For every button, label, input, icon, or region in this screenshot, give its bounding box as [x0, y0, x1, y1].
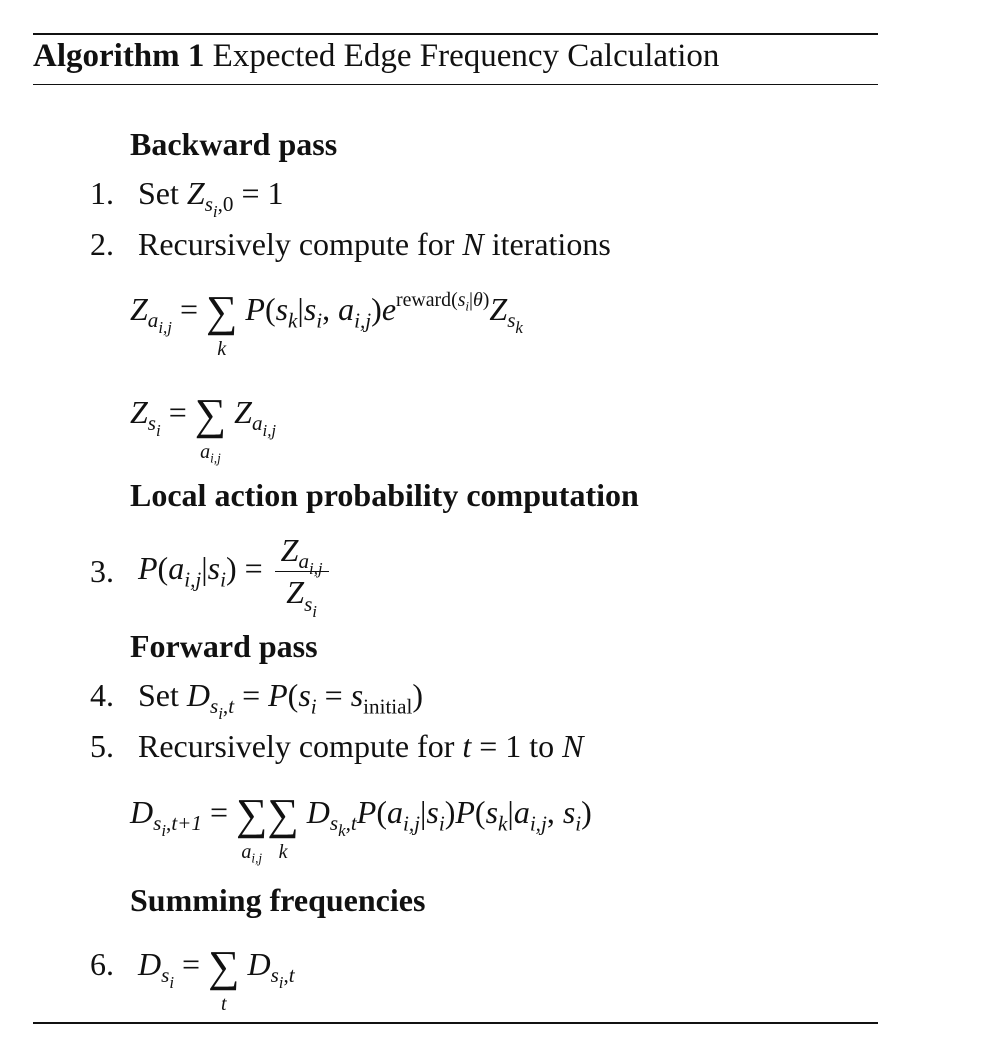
algorithm-title: [33, 38, 719, 75]
step-number: 4.: [90, 677, 114, 713]
step-number: 5.: [90, 728, 114, 764]
sum-symbol: ∑ $a_{i,j}$: [194, 390, 227, 466]
formula-t-range: t = 1: [462, 728, 522, 764]
formula-z-si-0: $Z_{s_i,0} = 1$: [186, 175, 284, 222]
section-local-action-probability: Local action probability computation: [130, 477, 639, 513]
iterations-variable: N: [462, 226, 484, 262]
step-number: 1.: [90, 175, 114, 211]
section-summing-frequencies: Summing frequencies: [130, 882, 426, 918]
range-end-variable: N: [562, 728, 584, 764]
step-suffix: iterations: [491, 226, 611, 262]
step-number: 6.: [90, 946, 114, 982]
step-number: 2.: [90, 226, 114, 262]
step-number: 3.: [90, 553, 114, 590]
equation-d-recursion: $D_{s_i,t+1}$ = ∑ $a_{i,j}$ ∑ k $D_{s_k,t}P(a_{i,j}|s_i)P(s_k|a_{i,j}$, $s_i$): [130, 790, 592, 866]
step-text: Recursively compute for: [138, 226, 455, 262]
equation-z-state: $Z_{s_i}$ = ∑ $a_{i,j}$ $Z_{a_{i,j}}$: [130, 390, 277, 466]
formula-action-probability: $P(a_{i,j}|s_i)$ = $\frac{Z_{a_{i,j}}}{Z_{s_i}}$: [138, 550, 333, 586]
bottom-rule: [33, 1022, 878, 1024]
step-mid: to: [529, 728, 555, 764]
formula-d-initial: $D_{s_i,t} = P(s_i = s_{initial})$: [186, 677, 424, 724]
sum-symbol: ∑ $a_{i,j}$: [236, 790, 268, 866]
step-2: [90, 226, 611, 263]
step-text: Set: [138, 175, 179, 211]
step-3: [90, 532, 333, 621]
step-6: [90, 941, 295, 1015]
sum-symbol: ∑ k: [267, 790, 299, 863]
step-text: Set: [138, 677, 179, 713]
algorithm-name: Expected Edge Frequency Calculation: [212, 38, 720, 74]
title-rule: [33, 84, 878, 85]
step-4: [90, 677, 424, 724]
section-forward-pass: Forward pass: [130, 628, 318, 664]
section-backward-pass: Backward pass: [130, 126, 338, 162]
step-text: Recursively compute for: [138, 728, 455, 764]
algorithm-label: Algorithm 1: [33, 38, 205, 74]
top-rule: [33, 33, 878, 35]
equation-z-action: $Z_{a_{i,j}}$ = ∑ k $P(s_k|s_i$, $a_{i,j})e^{reward(s_i|\theta)}Z_{s_k}$: [130, 287, 523, 360]
step-1: [90, 175, 284, 222]
formula-d-sum: $D_{s_i}$ = ∑ t $D_{s_i,t}$: [138, 942, 295, 1015]
sum-symbol: ∑ k: [206, 287, 238, 360]
sum-symbol: ∑ t: [208, 942, 240, 1015]
step-5: [90, 728, 584, 765]
